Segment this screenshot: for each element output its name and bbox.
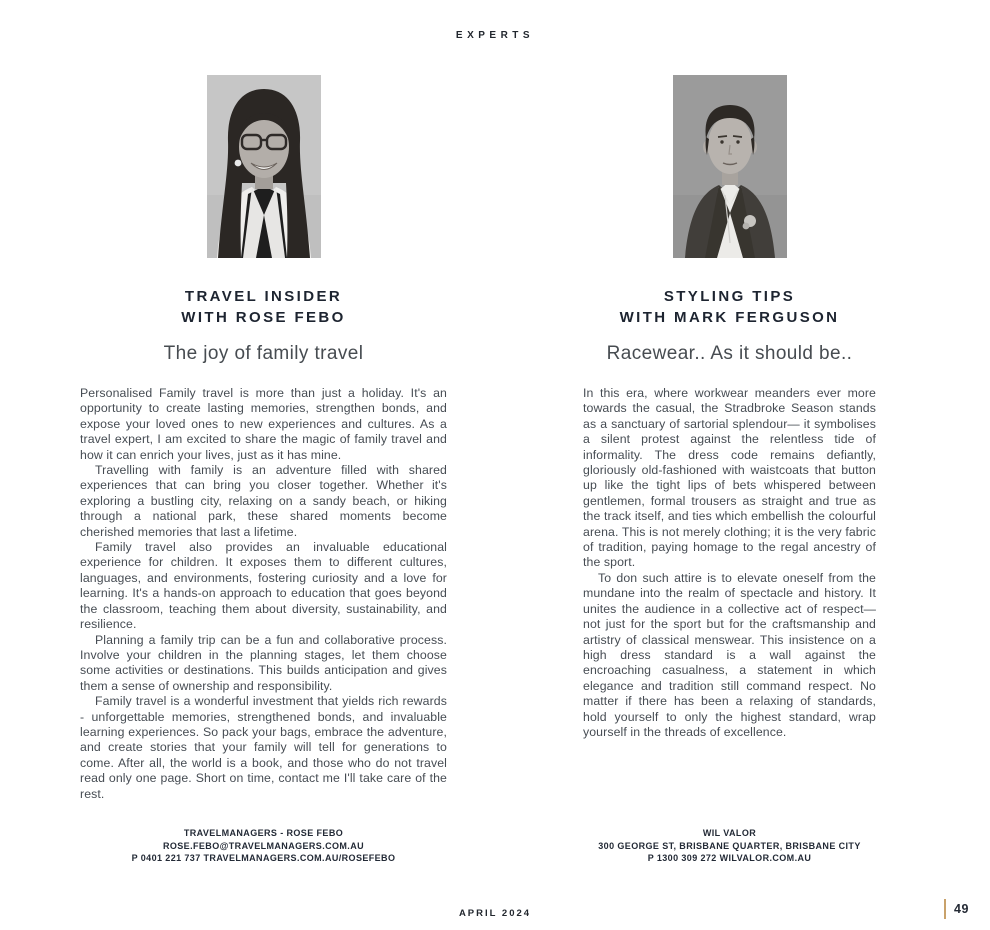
styling-tips-heading-line2: WITH MARK FERGUSON <box>619 309 840 326</box>
travel-insider-heading <box>80 286 447 328</box>
styling-article-title: Racewear.. As it should be.. <box>606 343 853 364</box>
travel-paragraph-3: Family travel also provides an invaluable educational experience for children. It exposes them to different cultures, languages, and environments, fostering curiosity and a love for learning. It's a hands-on approach to education that goes beyond the classroom, teaching them about diversity, sustainability, and resilience. <box>80 540 447 632</box>
masthead: EXPERTS <box>455 30 535 41</box>
styling-contact-name: WIL VALOR <box>702 828 757 838</box>
rose-febo-photo <box>207 75 321 258</box>
rose-febo-portrait-illustration <box>207 75 321 258</box>
page-number-group <box>944 899 969 919</box>
mark-ferguson-portrait-illustration <box>673 75 787 258</box>
styling-paragraph-1: In this era, where workwear meanders ever more towards the casual, the Stradbroke Season stands as a sanctuary of sartorial splendour— it symbolises a silent protest against the relentless tide of informality. The dress code remains defiantly, gloriously old-fashioned with waistcoats that button up like the tight lips of bets whispered between gentlemen, formal trousers as straight and true as the track itself, and ties which embellish the colourful arena. This is not merely clothing; it is the very fabric of tradition, paying homage to the regal ancestry of the sport. <box>583 386 876 570</box>
page-number-accent-bar <box>944 899 946 919</box>
styling-contact-phone-web: P 1300 309 272 WILVALOR.COM.AU <box>647 853 812 863</box>
mark-ferguson-photo <box>673 75 787 258</box>
issue-date: APRIL 2024 <box>458 908 532 919</box>
travel-paragraph-5: Family travel is a wonderful investment that yields rich rewards - unforgettable memories, strengthened bonds, and invaluable learning experiences. So pack your bags, embrace the adventure, and create stories that your family will tell for generations to come. After all, the world is a book, and those who do not travel read only one page. Short on time, contact me I'll take care of the rest. <box>80 694 447 801</box>
travel-contact-email: ROSE.FEBO@TRAVELMANAGERS.COM.AU <box>162 840 364 851</box>
travel-contact-phone-web: P 0401 221 737 TRAVELMANAGERS.COM.AU/ROSEFEBO <box>131 853 396 863</box>
travel-paragraph-4: Planning a family trip can be a fun and collaborative process. Involve your children in the planning stages, let them choose some activities or destinations. This builds anticipation and gives them a sense of ownership and responsibility. <box>80 632 447 693</box>
travel-insider-heading-line1: TRAVEL INSIDER <box>184 288 343 305</box>
column-travel-insider <box>80 0 447 930</box>
travel-paragraph-2: Travelling with family is an adventure filled with shared experiences that can bring you closer together. Whether it's exploring a bustling city, relaxing on a sandy beach, or hiking through a national park, these shared moments become cherished memories that last a lifetime. <box>80 463 447 539</box>
travel-article-body <box>80 386 447 802</box>
page-number: 49 <box>954 902 969 916</box>
travel-paragraph-1: Personalised Family travel is more than just a holiday. It's an opportunity to create lasting memories, strengthen bonds, and expose your loved ones to new experiences and cultures. As a travel expert, I am excited to share the magic of family travel and how it can enrich your lives, just as it has mine. <box>80 386 447 462</box>
travel-article-title: The joy of family travel <box>163 343 364 364</box>
styling-tips-heading-line1: STYLING TIPS <box>663 288 796 305</box>
column-styling-tips <box>583 0 876 930</box>
travel-contact-name: TRAVELMANAGERS - ROSE FEBO <box>183 828 344 838</box>
styling-contact-address: 300 GEORGE ST, BRISBANE QUARTER, BRISBANE CITY <box>598 840 861 851</box>
styling-article-body <box>583 386 876 740</box>
styling-tips-heading <box>583 286 876 328</box>
travel-insider-heading-line2: WITH ROSE FEBO <box>181 309 346 326</box>
styling-contact-block <box>583 827 876 865</box>
styling-paragraph-2: To don such attire is to elevate oneself from the mundane into the realm of spectacle and history. It unites the audience in a collective act of respect—not just for the sport but for the craftsmanship and artistry of classical menswear. This insistence on a high dress standard is a wall against the encroaching casualness, a statement in which elegance and tradition still command respect. No matter if there has been a relaxing of standards, hold yourself to only the highest standard, wrap yourself in the threads of excellence. <box>583 570 876 739</box>
travel-contact-block <box>80 827 447 865</box>
